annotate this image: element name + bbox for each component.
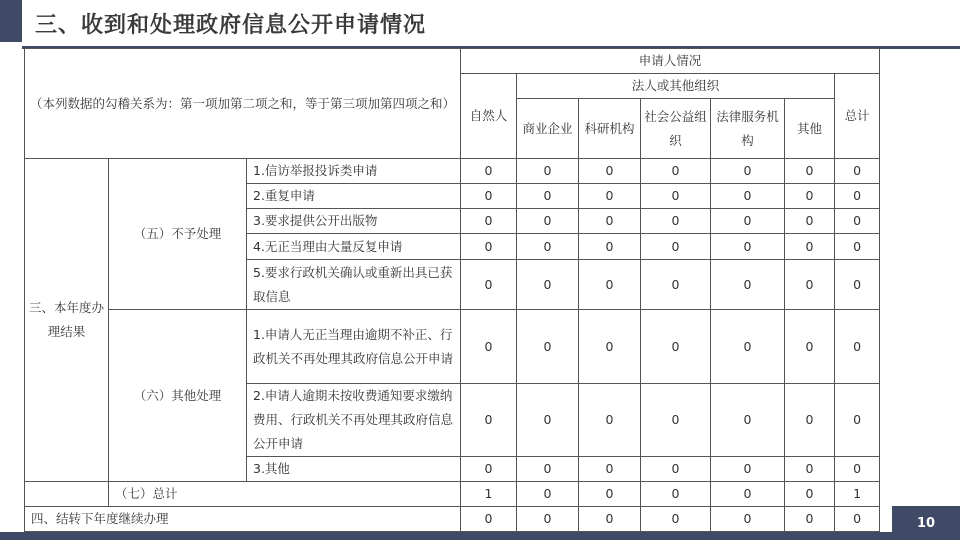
header-org-type: 商业企业 (517, 99, 579, 159)
value-cell: 0 (517, 482, 579, 507)
value-cell: 0 (835, 234, 880, 260)
total-row (25, 482, 880, 507)
value-cell: 0 (579, 260, 641, 310)
value-cell: 0 (835, 310, 880, 384)
value-cell: 0 (579, 507, 641, 532)
section-label: 三、本年度办理结果 (25, 159, 109, 482)
value-cell: 0 (835, 384, 880, 457)
value-cell: 0 (641, 159, 711, 184)
group-label: （五）不予处理 (109, 159, 247, 310)
value-cell: 0 (517, 184, 579, 209)
row-label: 5.要求行政机关确认或重新出具已获取信息 (247, 260, 461, 310)
value-cell: 0 (517, 159, 579, 184)
value-cell: 0 (711, 209, 785, 234)
value-cell: 0 (579, 234, 641, 260)
value-cell: 0 (785, 209, 835, 234)
value-cell: 1 (461, 482, 517, 507)
value-cell: 0 (835, 457, 880, 482)
value-cell: 0 (461, 457, 517, 482)
table-row (25, 310, 880, 384)
header-row-1 (25, 49, 880, 74)
value-cell: 0 (461, 184, 517, 209)
group-label: （六）其他处理 (109, 310, 247, 482)
value-cell: 0 (579, 457, 641, 482)
blank-cell (25, 482, 109, 507)
header-org-type: 社会公益组织 (641, 99, 711, 159)
carryover-label: 四、结转下年度继续办理 (25, 507, 461, 532)
page-title: 三、收到和处理政府信息公开申请情况 (35, 13, 427, 38)
row-label: 1.申请人无正当理由逾期不补正、行政机关不再处理其政府信息公开申请 (247, 310, 461, 384)
value-cell: 0 (785, 482, 835, 507)
value-cell: 0 (641, 507, 711, 532)
header-org-type: 科研机构 (579, 99, 641, 159)
value-cell: 0 (461, 159, 517, 184)
value-cell: 0 (641, 310, 711, 384)
value-cell: 0 (711, 310, 785, 384)
value-cell: 0 (641, 384, 711, 457)
value-cell: 0 (785, 384, 835, 457)
value-cell: 0 (579, 482, 641, 507)
row-label: 3.要求提供公开出版物 (247, 209, 461, 234)
value-cell: 0 (641, 234, 711, 260)
value-cell: 0 (785, 184, 835, 209)
value-cell: 0 (785, 159, 835, 184)
header-org-type: 法律服务机构 (711, 99, 785, 159)
value-cell: 0 (461, 384, 517, 457)
value-cell: 0 (835, 184, 880, 209)
value-cell: 0 (461, 310, 517, 384)
row-label: 1.信访举报投诉类申请 (247, 159, 461, 184)
header-note: （本列数据的勾稽关系为：第一项加第二项之和，等于第三项加第四项之和） (25, 49, 461, 159)
value-cell: 0 (711, 457, 785, 482)
value-cell: 0 (711, 159, 785, 184)
value-cell: 0 (579, 384, 641, 457)
value-cell: 0 (517, 234, 579, 260)
header-legal-org: 法人或其他组织 (517, 74, 835, 99)
header-natural-person: 自然人 (461, 74, 517, 159)
value-cell: 0 (641, 482, 711, 507)
value-cell: 0 (785, 260, 835, 310)
carryover-row (25, 507, 880, 532)
value-cell: 0 (461, 507, 517, 532)
value-cell: 0 (711, 184, 785, 209)
header-applicant-status: 申请人情况 (461, 49, 880, 74)
value-cell: 0 (835, 209, 880, 234)
value-cell: 0 (517, 209, 579, 234)
value-cell: 0 (711, 507, 785, 532)
value-cell: 0 (835, 507, 880, 532)
row-label: 2.申请人逾期未按收费通知要求缴纳费用、行政机关不再处理其政府信息公开申请 (247, 384, 461, 457)
value-cell: 1 (835, 482, 880, 507)
value-cell: 0 (711, 234, 785, 260)
value-cell: 0 (517, 457, 579, 482)
header-org-type: 其他 (785, 99, 835, 159)
value-cell: 0 (711, 384, 785, 457)
value-cell: 0 (517, 260, 579, 310)
accent-bar (0, 0, 22, 42)
value-cell: 0 (579, 159, 641, 184)
value-cell: 0 (461, 260, 517, 310)
header-total: 总计 (835, 74, 880, 159)
value-cell: 0 (785, 310, 835, 384)
value-cell: 0 (835, 260, 880, 310)
total-label: （七）总计 (109, 482, 461, 507)
value-cell: 0 (461, 209, 517, 234)
value-cell: 0 (641, 184, 711, 209)
footer-bar (0, 532, 960, 540)
row-label: 2.重复申请 (247, 184, 461, 209)
table-row (25, 159, 880, 184)
value-cell: 0 (835, 159, 880, 184)
value-cell: 0 (711, 482, 785, 507)
statistics-table (24, 48, 880, 532)
value-cell: 0 (641, 260, 711, 310)
value-cell: 0 (785, 457, 835, 482)
page-number: 10 (892, 506, 960, 540)
value-cell: 0 (579, 184, 641, 209)
value-cell: 0 (517, 310, 579, 384)
value-cell: 0 (461, 234, 517, 260)
value-cell: 0 (711, 260, 785, 310)
row-label: 3.其他 (247, 457, 461, 482)
value-cell: 0 (517, 507, 579, 532)
value-cell: 0 (785, 507, 835, 532)
value-cell: 0 (579, 310, 641, 384)
value-cell: 0 (641, 457, 711, 482)
row-label: 4.无正当理由大量反复申请 (247, 234, 461, 260)
value-cell: 0 (785, 234, 835, 260)
value-cell: 0 (641, 209, 711, 234)
value-cell: 0 (579, 209, 641, 234)
value-cell: 0 (517, 384, 579, 457)
